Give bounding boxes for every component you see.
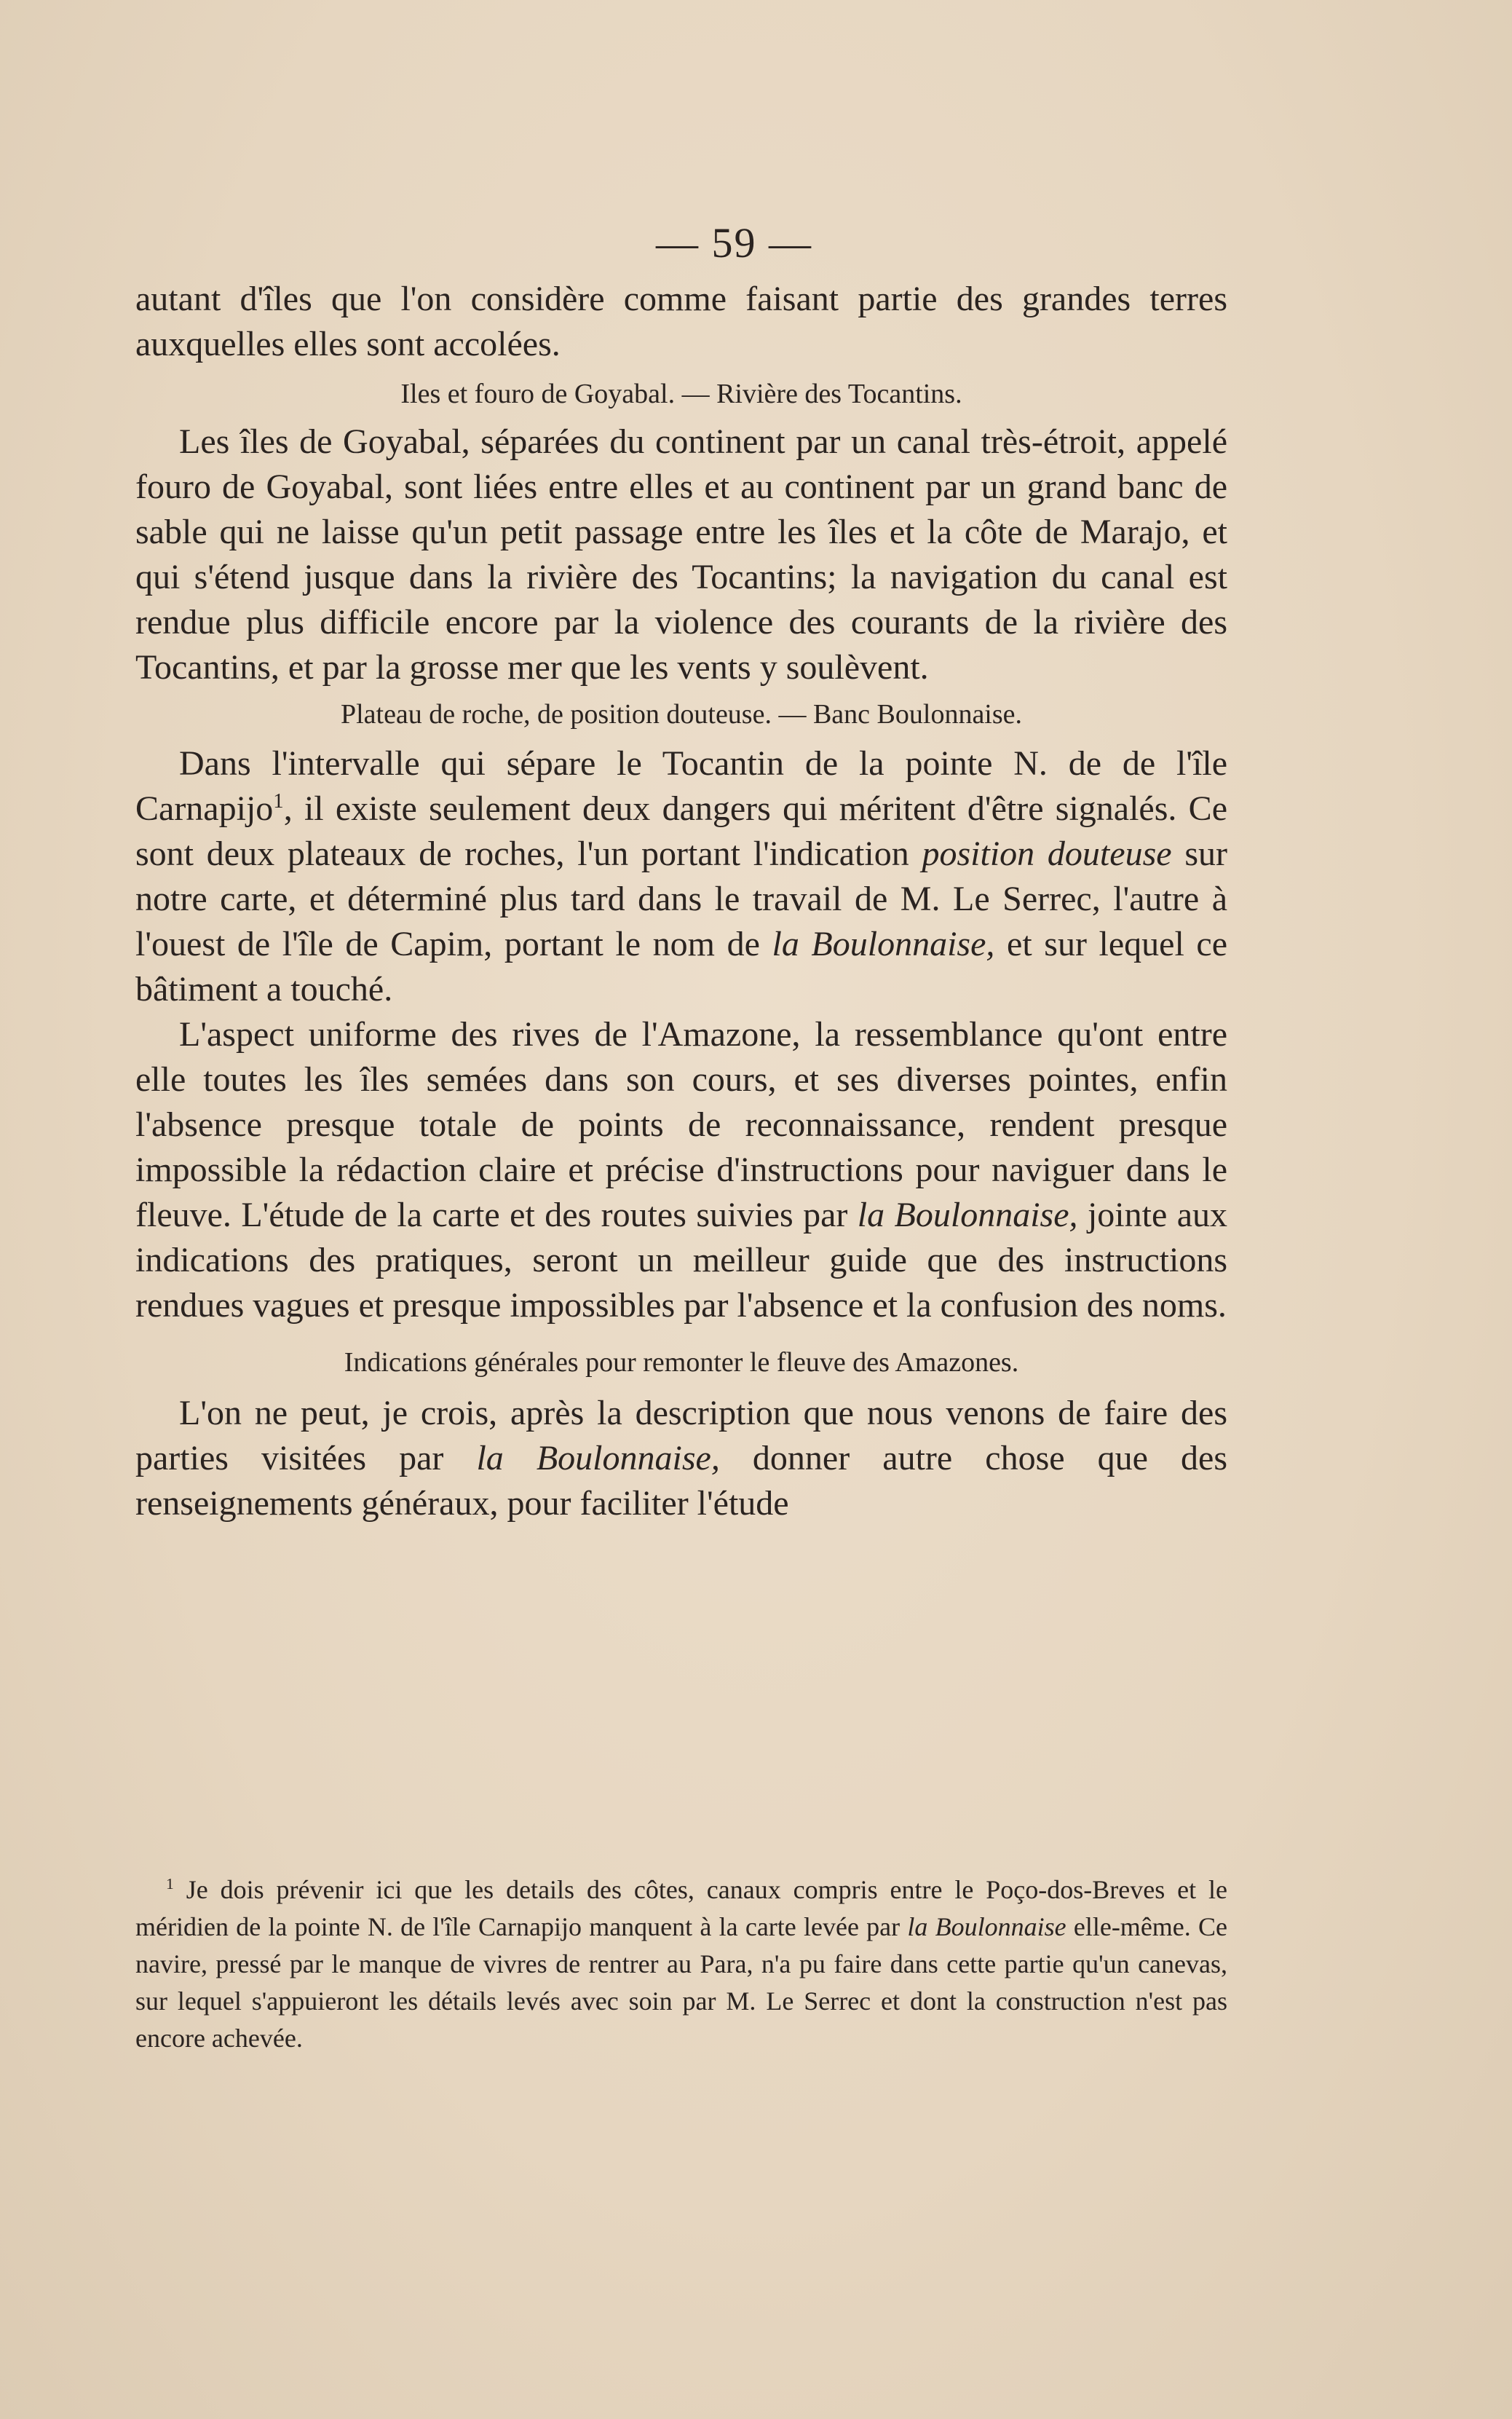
page-number: — 59 — <box>656 219 812 267</box>
footnote-marker: 1 <box>166 1875 174 1893</box>
section-heading-indications: Indications générales pour remonter le fleuve des Amazones. <box>344 1347 1019 1378</box>
footnote-text: $^1$ Je dois prévenir ici que les details des côtes, canaux compris entre le Poço-dos-Breves et le méridien de la pointe N. de l'île Carnapijo manquent à la carte levée par la Boulonnaise elle-même. Ce navire, pressé par le manque de vivres de rentrer au Para, n'a pu faire dans cette partie qu'un canevas, sur lequel s'appuieront les détails levés avec soin par M. Le Serrec et dont la construction n'est pas encore achevée. <box>135 1875 1228 2053</box>
paragraph-aspect: L'aspect uniforme des rives de l'Amazone, la ressemblance qu'ont entre elle toutes les îles semées dans son cours, et ses diverses pointes, enfin l'absence presque totale de points de reconnaissance, rendent presque impossible la rédaction claire et précise d'instructions pour naviguer dans le fleuve. L'étude de la carte et des routes suivies par la Boulonnaise, jointe aux indications des pratiques, seront un meilleur guide que des instructions rendues vagues et presque impossibles par l'absence et la confusion des noms. <box>135 1015 1227 1325</box>
section-heading-plateau: Plateau de roche, de position douteuse. — Banc Boulonnaise. <box>340 699 1023 730</box>
paragraph-continuation: autant d'îles que l'on considère comme faisant partie des grandes terres auxquelles elles sont accolées. <box>135 280 1227 363</box>
section-heading-goyabal: Iles et fouro de Goyabal. — Rivière des Tocantins. <box>400 379 962 409</box>
paragraph-indications: L'on ne peut, je crois, après la description que nous venons de faire des parties visitées par la Boulonnaise, donner autre chose que des renseignements généraux, pour faciliter l'étude <box>135 1394 1227 1523</box>
paragraph-plateau: Dans l'intervalle qui sépare le Tocantin de la pointe N. de de l'île Carnapijo$^1$, il existe seulement deux dangers qui méritent d'être signalés. Ce sont deux plateaux de roches, l'un portant l'indication position douteuse sur notre carte, et déterminé plus tard dans le travail de M. Le Serrec, l'autre à l'ouest de l'île de Capim, portant le nom de la Boulonnaise, et sur lequel ce bâtiment a touché. <box>135 744 1228 1009</box>
footnote <box>135 1871 1227 2057</box>
paragraph-goyabal: Les îles de Goyabal, séparées du continent par un canal très-étroit, appelé fouro de Goyabal, sont liées entre elles et au continent par un grand banc de sable qui ne laisse qu'un petit passage entre les îles et la côte de Marajo, et qui s'étend jusque dans la rivière des Tocantins; la navigation du canal est rendue plus difficile encore par la violence des courants de la rivière des Tocantins, et par la grosse mer que les vents y soulèvent. <box>135 422 1227 687</box>
footnote-reference: 1 <box>273 789 284 813</box>
main-text <box>135 277 1227 1526</box>
